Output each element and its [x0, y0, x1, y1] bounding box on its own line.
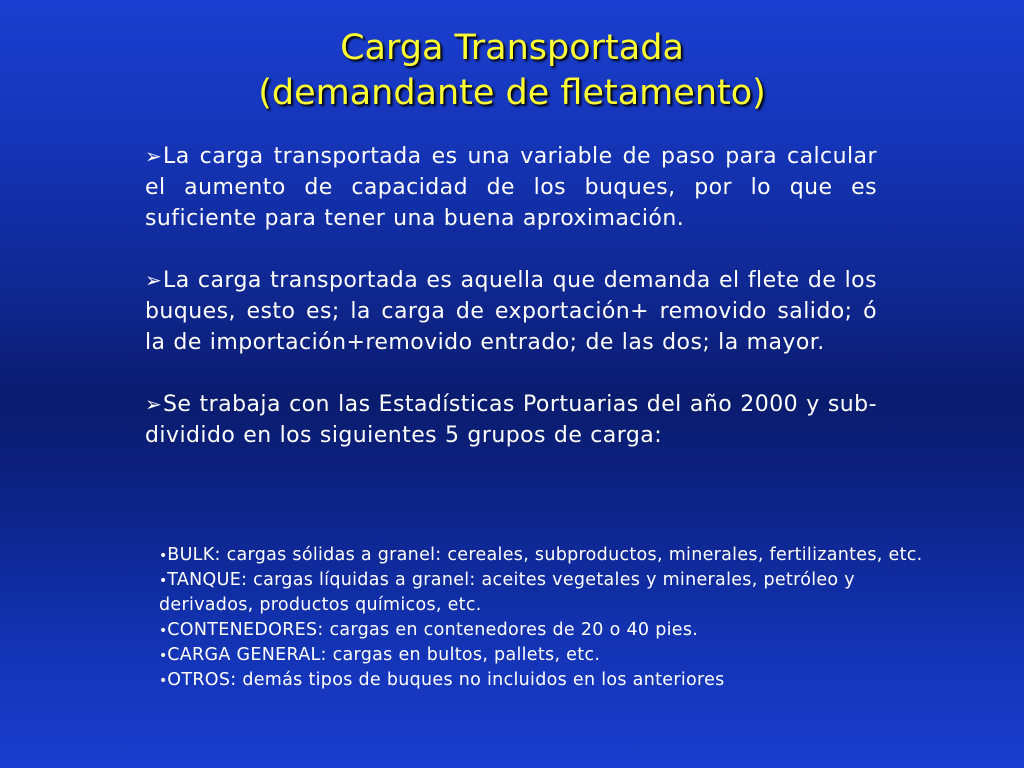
- group-contenedores-text: CONTENEDORES: cargas en contenedores de 20 o 40 pies.: [167, 619, 699, 640]
- arrow-bullet-icon: ➢: [145, 144, 162, 168]
- paragraph-3: [145, 389, 877, 451]
- list-item: [159, 618, 949, 643]
- dot-bullet-icon: •: [159, 647, 168, 664]
- list-item: [159, 543, 949, 568]
- paragraph-3-text: Se trabaja con las Estadísticas Portuarias del año 2000 y sub-dividido en los siguientes 5 grupos de carga:: [145, 392, 877, 448]
- arrow-bullet-icon: ➢: [145, 268, 162, 292]
- list-item: [159, 568, 949, 617]
- paragraph-2: [145, 265, 877, 358]
- group-otros-text: OTROS: demás tipos de buques no incluidos en los anteriores: [167, 670, 725, 691]
- dot-bullet-icon: •: [159, 622, 168, 639]
- arrow-bullet-icon: ➢: [145, 392, 162, 416]
- group-bulk-text: BULK: cargas sólidas a granel: cereales, subproductos, minerales, fertilizantes, etc.: [167, 545, 923, 565]
- paragraph-2-text: La carga transportada es aquella que demanda el flete de los buques, esto es; la carga de exportación+ removido salido; ó la de importación+removido entrado; de las dos; la mayor.: [145, 268, 877, 355]
- dot-bullet-icon: •: [159, 673, 168, 690]
- cargo-groups-list: [159, 543, 949, 693]
- group-tanque-text: TANQUE: cargas líquidas a granel: aceites vegetales y minerales, petróleo y derivados, productos químicos, etc.: [159, 570, 855, 616]
- list-item: [159, 668, 949, 693]
- title-line-2: (demandante de fletamento): [258, 73, 766, 113]
- group-carga-general-text: CARGA GENERAL: cargas en bultos, pallets, etc.: [167, 644, 601, 665]
- title-line-1: Carga Transportada: [340, 28, 684, 68]
- main-text-block: [145, 141, 877, 451]
- paragraph-1-text: La carga transportada es una variable de paso para calcular el aumento de capacidad de los buques, por lo que es suficiente para tener una buena aproximación.: [145, 144, 877, 231]
- list-item: [159, 643, 949, 668]
- dot-bullet-icon: •: [159, 548, 168, 564]
- dot-bullet-icon: •: [159, 573, 168, 590]
- slide-title: [0, 26, 1024, 116]
- paragraph-1: [145, 141, 877, 234]
